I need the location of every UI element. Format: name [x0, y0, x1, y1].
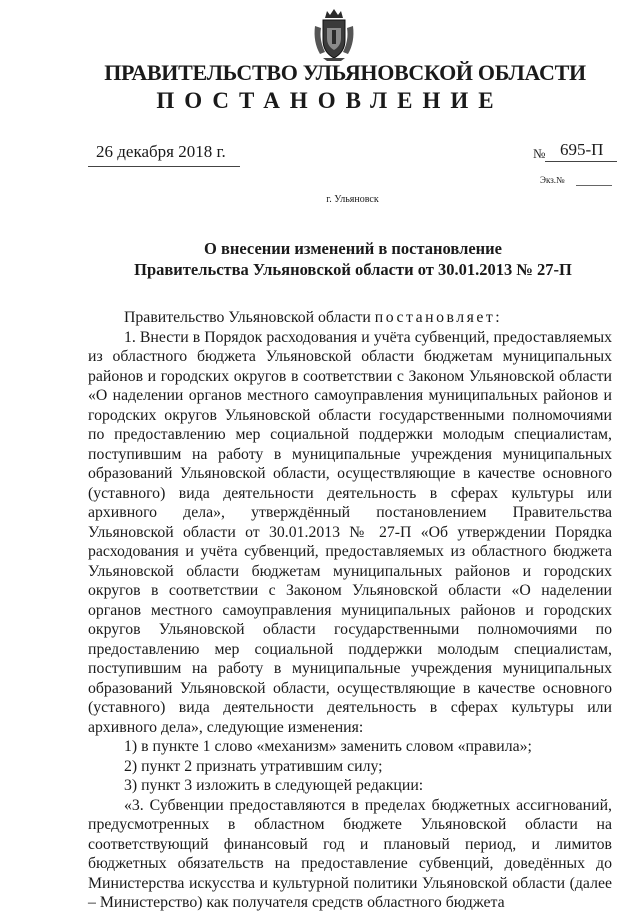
copy-number-label: Экз.№: [540, 175, 565, 185]
paragraph-1: 1. Внести в Порядок расходования и учёта субвенций, предоставляемых из областного бюджета Ульяновской области бюджетам муниципальных районов и городских округов в соответствии с Законом Ульяновской области «О наделении органов местного самоуправления муниципальных районов и городских округов Ульяновской области государственными полномочиями по предоставлению мер социальной поддержки молодым специалистам, поступившим на работу в муниципальные учреждения муниципальных образований Ульяновской области, осуществляющие в качестве основного (уставного) вида деятельности деятельность в сферах культуры или архивного дела», утверждённый постановлением Правительства Ульяновской области от 30.01.2013 № 27-П «Об утверждении Порядка расходования и учёта субвенций, предоставляемых из областного бюджета Ульяновской области бюджетам муниципальных районов и городских округов в соответствии с Законом Ульяновской области «О наделении органов местного самоуправления муниципальных районов и городских округов Ульяновской области государственными полномочиями по предоставлению мер социальной поддержки молодым специалистам, поступившим на работу в муниципальные учреждения муниципальных образований Ульяновской области, осуществляющие в качестве основного (уставного) вида деятельности деятельность в сферах культуры или архивного дела», следующие изменения:: [88, 328, 612, 736]
document-number: 695-П: [560, 140, 604, 159]
number-sign: №: [533, 146, 546, 161]
subject-line-2: Правительства Ульяновской области от 30.01.2013 № 27-П: [134, 260, 572, 279]
date-underline: [88, 166, 240, 167]
number-underline: [545, 161, 617, 162]
list-item-2: 2) пункт 2 признать утратившим силу;: [124, 757, 383, 775]
intro-lead: Правительство Ульяновской области: [124, 309, 375, 326]
city-label: г. Ульяновск: [326, 194, 379, 205]
intro-paragraph: [88, 308, 612, 328]
list-item-1: 1) в пункте 1 слово «механизм» заменить словом «правила»;: [124, 738, 532, 755]
intro-verb: постановляет:: [374, 309, 503, 326]
government-title: ПРАВИТЕЛЬСТВО УЛЬЯНОВСКОЙ ОБЛАСТИ: [104, 60, 586, 85]
copy-number-underline: [576, 185, 612, 186]
paragraph-3: «3. Субвенции предоставляются в пределах бюджетных ассигнований, предусмотренных в областном бюджете Ульяновской области на соответствующий финансовый год и плановый период, и лимитов бюджетных обязательств на предоставление субвенций, доведённых до Министерства искусства и культурной политики Ульяновской области (далее – Министерство) как получателя средств областного бюджета: [88, 796, 612, 911]
subject-line-1: О внесении изменений в постановление: [204, 239, 502, 258]
list-item-3: 3) пункт 3 изложить в следующей редакции:: [124, 777, 424, 794]
coat-of-arms-icon: [311, 8, 357, 62]
document-date: 26 декабря 2018 г.: [96, 142, 226, 161]
document-subject: [0, 238, 640, 280]
document-type-title: ПОСТАНОВЛЕНИЕ: [156, 88, 504, 113]
document-body: [88, 308, 612, 913]
